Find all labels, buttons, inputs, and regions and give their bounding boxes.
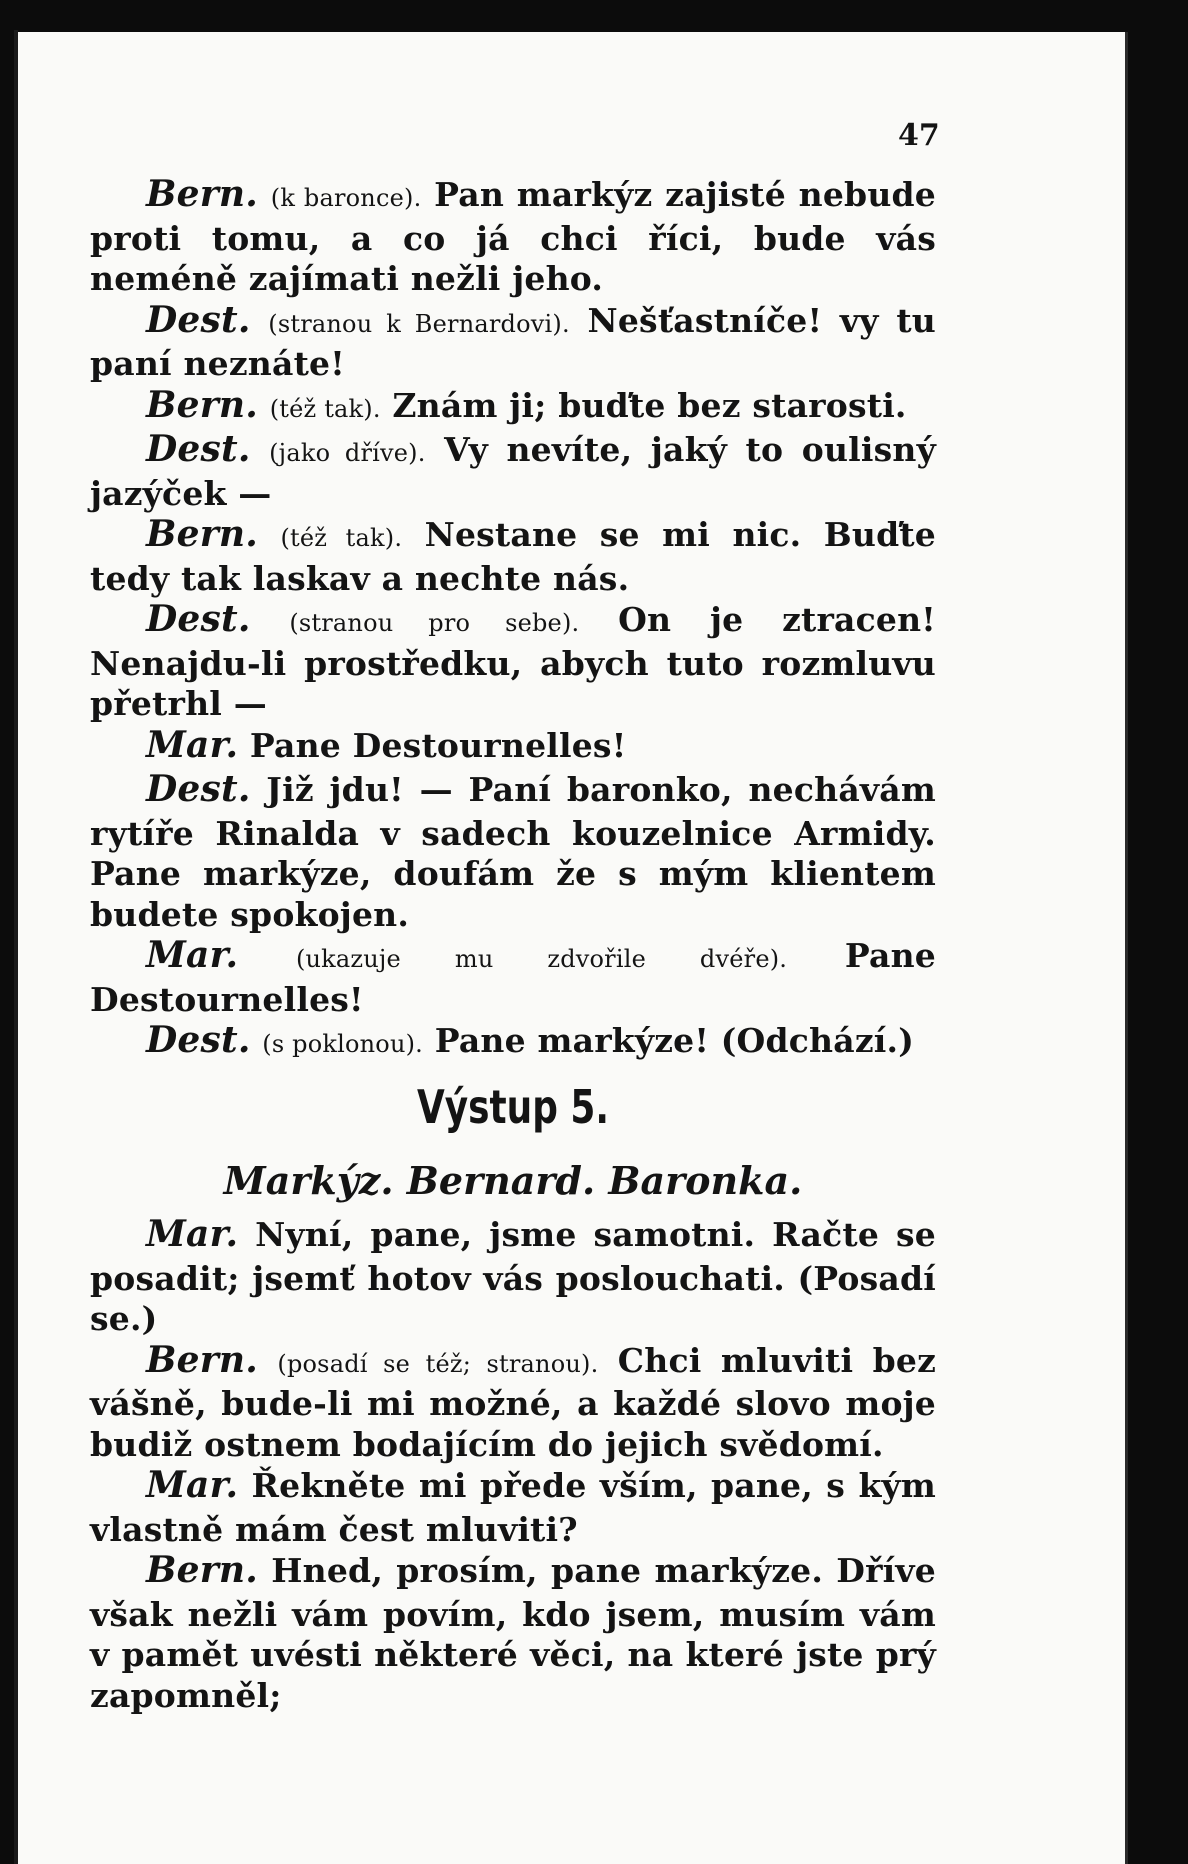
dialogue-line <box>90 769 936 935</box>
line-text: Vy nevíte, jaký to oulisný jazýček — <box>90 430 936 513</box>
speaker-name: Mar. <box>146 934 239 976</box>
speaker-name: Dest. <box>146 768 251 810</box>
scene-cast-list: Markýz. Bernard. Baronka. <box>223 1158 803 1203</box>
stage-direction: (též tak). <box>269 394 381 423</box>
line-text: Chci mluviti bez vášně, bude-li mi možné, a každé slovo moje budiž ostnem bodajícím do jejich svědomí. <box>90 1340 937 1464</box>
dialogue-line <box>90 1465 936 1550</box>
line-text: Pane markýze! (Odchází.) <box>423 1021 915 1060</box>
dialogue-line <box>90 1550 936 1716</box>
dialogue-line <box>90 429 936 514</box>
stage-direction: (též tak). <box>280 524 403 552</box>
scan-border-top <box>0 0 1188 32</box>
stage-direction: (stranou k Bernardovi). <box>268 309 570 338</box>
line-text: Pan markýz zajisté nebude proti tomu, a co já chci říci, bude vás neméně zajímati nežli jeho. <box>90 175 936 298</box>
stage-direction: (s poklonou). <box>262 1030 424 1058</box>
speaker-name: Bern. <box>146 1338 259 1381</box>
speaker-name: Bern. <box>146 173 259 215</box>
page-number: 47 <box>898 118 940 153</box>
dialogue-line <box>90 1020 936 1065</box>
dialogue-line <box>90 385 936 430</box>
scan-border-right <box>1128 0 1188 1864</box>
line-text: Hned, prosím, pane markýze. Dříve však nežli vám povím, kdo jsem, musím vám v pamět uvésti některé věci, na které jste prý zapomněl; <box>90 1551 936 1715</box>
line-text: Pane Destournelles! <box>90 936 936 1019</box>
scan-border-left <box>0 0 14 1864</box>
line-text: Pane Destournelles! <box>238 725 627 765</box>
dialogue-line <box>90 174 936 300</box>
line-text: Znám ji; buďte bez starosti. <box>380 385 907 425</box>
speaker-name: Dest. <box>146 598 251 640</box>
dialogue-line <box>90 300 936 385</box>
dialogue-line <box>90 599 936 725</box>
stage-direction: (k baronce). <box>270 184 422 212</box>
speaker-name: Mar. <box>146 723 239 766</box>
dialogue-line <box>90 1214 936 1340</box>
line-text: Nestane se mi nic. Buďte tedy tak laskav a nechte nás. <box>90 515 936 598</box>
speaker-name: Bern. <box>146 383 259 426</box>
dialogue-line <box>90 1340 936 1466</box>
dialogue-line <box>90 514 936 599</box>
line-text: Nyní, pane, jsme samotni. Račte se posadit; jsemť hotov vás poslouchati. (Posadí se.) <box>90 1215 936 1338</box>
speaker-name: Dest. <box>146 428 251 470</box>
scene-heading: Výstup 5. <box>416 1080 609 1134</box>
dialogue-line <box>90 725 936 770</box>
stage-direction: (stranou pro sebe). <box>289 609 580 637</box>
speaker-name: Bern. <box>146 1549 259 1591</box>
speaker-name: Mar. <box>146 1464 239 1506</box>
dialogue-block-1 <box>90 174 936 1065</box>
line-text: Nešťastníče! vy tu paní neznáte! <box>90 300 936 383</box>
scan-page-edge <box>1125 32 1128 1864</box>
speaker-name: Mar. <box>146 1213 239 1255</box>
dialogue-line <box>90 935 936 1020</box>
stage-direction: (posadí se též; stranou). <box>277 1349 599 1378</box>
line-text: Řekněte mi přede vším, pane, s kým vlastně mám čest mluviti? <box>90 1466 936 1549</box>
line-text: Již jdu! — Paní baronko, nechávám rytíře Rinalda v sadech kouzelnice Armidy. Pane markýze, doufám že s mým klientem budete spokojen. <box>90 770 936 934</box>
dialogue-block-2 <box>90 1214 936 1716</box>
stage-direction: (ukazuje mu zdvořile dvéře). <box>295 945 788 973</box>
speaker-name: Bern. <box>146 513 259 555</box>
speaker-name: Dest. <box>146 1019 251 1061</box>
scan-binding-edge <box>14 30 18 1864</box>
stage-direction: (jako dříve). <box>269 439 426 467</box>
line-text: On je ztracen! Nenajdu-li prostředku, abych tuto rozmluvu přetrhl — <box>90 600 936 723</box>
speaker-name: Dest. <box>146 298 251 341</box>
